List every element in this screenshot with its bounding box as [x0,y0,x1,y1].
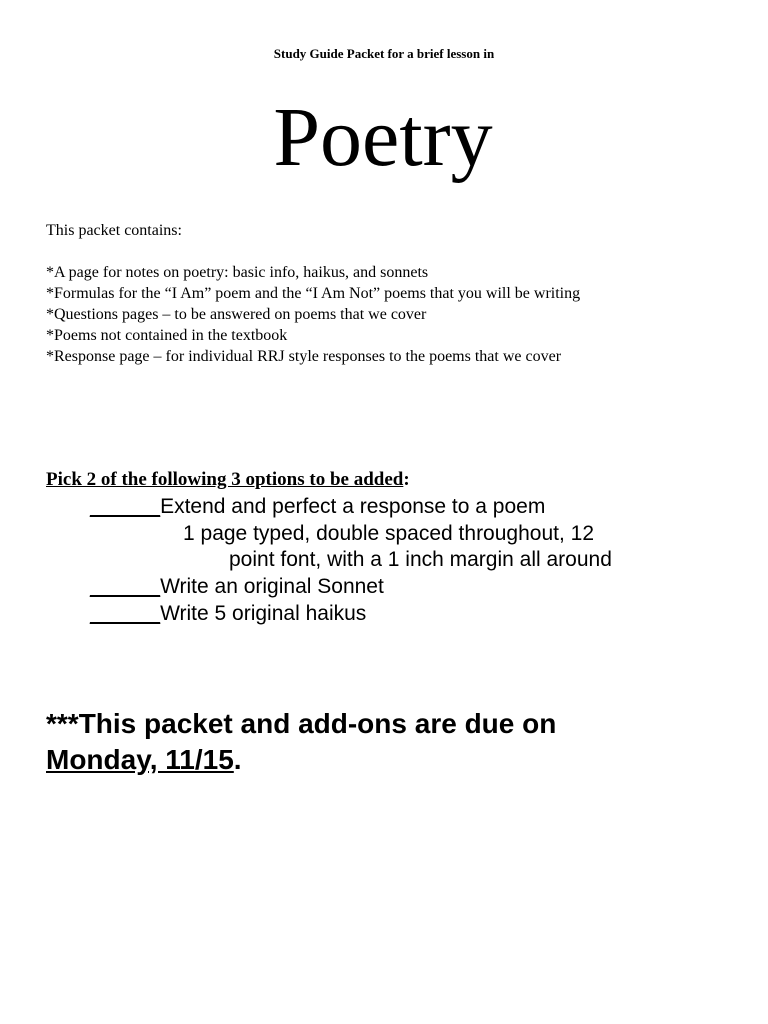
list-item: *Questions pages – to be answered on poems that we cover [46,306,427,323]
list-item: *Response page – for individual RRJ style responses to the poems that we cover [46,348,562,365]
option-extend-response [90,494,545,520]
list-item: *Formulas for the “I Am” poem and the “I Am Not” poems that you will be writing [46,285,581,302]
options-heading-text: Pick 2 of the following 3 options to be added [46,469,404,490]
option-haikus [90,601,366,627]
contents-intro: This packet contains: [46,222,182,239]
subtitle: Study Guide Packet for a brief lesson in [273,46,495,61]
option-detail-line: 1 page typed, double spaced throughout, 12 [183,522,594,545]
page-title: Poetry [273,91,493,184]
option-label: Write an original Sonnet [160,575,384,598]
list-item: *A page for notes on poetry: basic info, haikus, and sonnets [46,264,429,281]
options-heading [46,469,410,491]
option-label: Write 5 original haikus [160,602,367,625]
list-item: *Poems not contained in the textbook [46,327,288,344]
option-blank: ______ [90,602,161,625]
option-sonnet [90,574,384,600]
contents-list [46,262,580,367]
option-blank: ______ [90,575,161,598]
due-date: Monday, 11/15 [46,744,234,775]
options-heading-colon: : [403,469,410,490]
option-label: Extend and perfect a response to a poem [160,495,546,518]
option-blank: ______ [90,495,161,518]
due-notice: ***This packet and add-ons are due on [46,708,557,739]
due-period: . [233,744,242,775]
option-detail-line: point font, with a 1 inch margin all around [229,548,612,571]
due-date-line [46,744,242,776]
